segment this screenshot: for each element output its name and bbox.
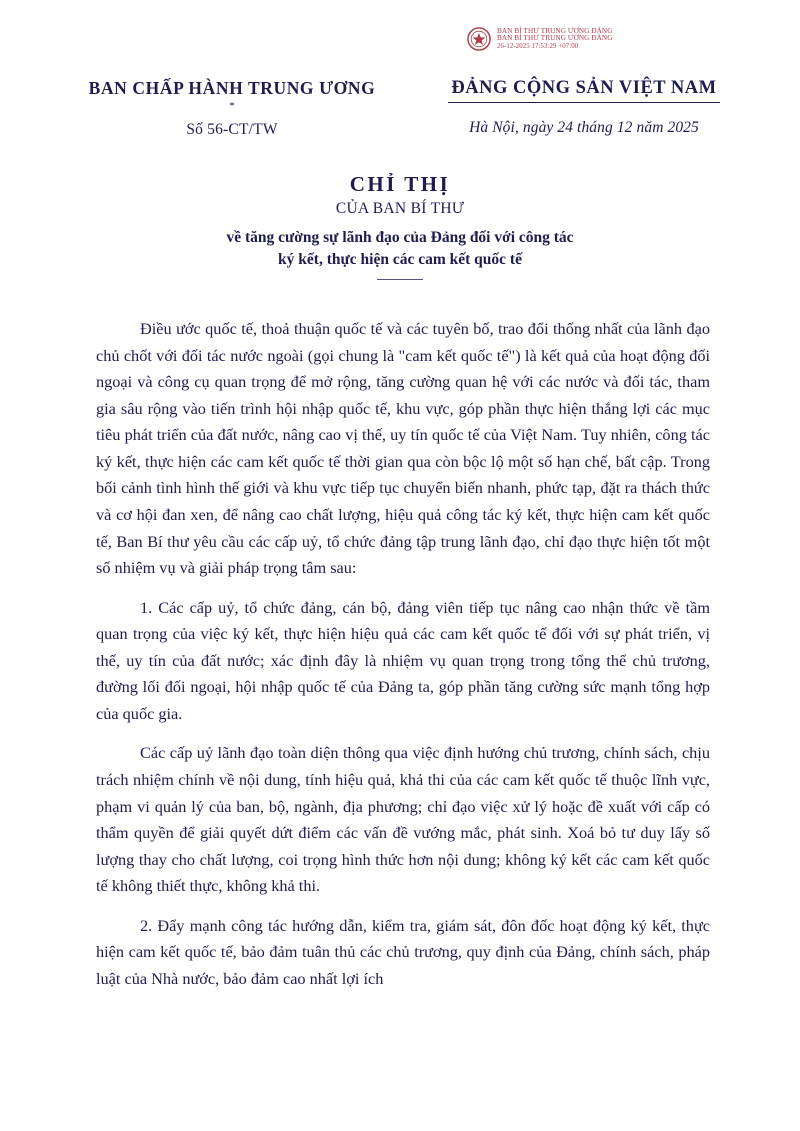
signature-line-1: BAN BÍ THƯ TRUNG ƯƠNG ĐẢNG xyxy=(497,26,613,35)
organization-name: BAN CHẤP HÀNH TRUNG ƯƠNG xyxy=(88,78,376,98)
body-paragraph: 1. Các cấp uỷ, tổ chức đảng, cán bộ, đảng viên tiếp tục nâng cao nhận thức về tầm quan trọng của việc ký kết, thực hiện hiệu quả các cam kết quốc tế đối với sự phát triển, vị thế, uy tín của đất nước; xác định đây là nhiệm vụ quan trọng trong tổng thể chủ trương, đường lối đối ngoại, hội nhập quốc tế của Đảng ta, góp phần tăng cường sức mạnh tổng hợp của quốc gia. xyxy=(96,597,710,723)
document-description-line-1: về tăng cường sự lãnh đạo của Đảng đối với công tác xyxy=(226,229,574,246)
place-and-date: Hà Nội, ngày 24 tháng 12 năm 2025 xyxy=(469,119,699,137)
document-title: CHỈ THỊ xyxy=(349,172,451,196)
digital-signature-stamp xyxy=(466,26,613,52)
party-name-underline xyxy=(448,102,720,103)
title-block xyxy=(0,172,800,280)
signature-timestamp: 26-12-2025 17:53:29 +07:00 xyxy=(497,43,579,51)
document-subtitle: CỦA BAN BÍ THƯ xyxy=(335,200,465,217)
document-body xyxy=(96,316,710,993)
body-paragraph: Các cấp uỷ lãnh đạo toàn diện thông qua việc định hướng chủ trương, chính sách, chịu trách nhiệm chính về nội dung, tính hiệu quả, khả thi của các cam kết quốc tế thuộc lĩnh vực, phạm vi quản lý của ban, bộ, ngành, địa phương; chỉ đạo việc xử lý hoặc đề xuất với cấp có thẩm quyền để giải quyết dứt điểm các vấn đề vướng mắc, phát sinh. Xoá bỏ tư duy lấy số lượng thay cho chất lượng, coi trọng hình thức hơn nội dung; không ký kết các cam kết quốc tế không thiết thực, không khả thi. xyxy=(96,743,710,896)
document-description-line-2: ký kết, thực hiện các cam kết quốc tế xyxy=(278,251,522,269)
document-header xyxy=(0,78,800,139)
body-paragraph: 2. Đẩy mạnh công tác hướng dẫn, kiểm tra, giám sát, đôn đốc hoạt động ký kết, thực hiện cam kết quốc tế, bảo đảm tuân thủ các chủ trương, quy định của Đảng, chính sách, pháp luật của Nhà nước, bảo đảm cao nhất lợi ích xyxy=(96,915,710,988)
body-paragraph: Điều ước quốc tế, thoả thuận quốc tế và các tuyên bố, trao đổi thống nhất của lãnh đạo chủ chốt với đối tác nước ngoài (gọi chung là "cam kết quốc tế") là kết quả của hoạt động đối ngoại và công cụ quan trọng để mở rộng, tăng cường quan hệ với các nước và đối tác, tham gia sâu rộng vào tiến trình hội nhập quốc tế, khu vực, góp phần thực hiện thắng lợi các mục tiêu phát triển của đất nước, nâng cao vị thế, uy tín quốc tế của Việt Nam. Tuy nhiên, công tác ký kết, thực hiện các cam kết quốc tế thời gian qua còn bộc lộ một số hạn chế, bất cập. Trong bối cảnh tình hình thế giới và khu vực tiếp tục chuyển biến nhanh, phức tạp, đặt ra thách thức và cơ hội đan xen, để nâng cao chất lượng, hiệu quả công tác ký kết, thực hiện cam kết quốc tế, Ban Bí thư yêu cầu các cấp uỷ, tổ chức đảng tập trung lãnh đạo, chỉ đạo thực hiện tốt một số nhiệm vụ và giải pháp trọng tâm sau: xyxy=(96,319,710,578)
star-separator: * xyxy=(229,100,235,112)
header-right-block xyxy=(408,78,800,139)
title-divider xyxy=(377,279,423,280)
seal-icon xyxy=(466,26,492,52)
header-left-block xyxy=(56,78,408,139)
document-description xyxy=(0,227,800,272)
document-number: Số 56-CT/TW xyxy=(186,121,278,138)
signature-line-2: BAN BÍ THƯ TRUNG ƯƠNG ĐẢNG xyxy=(497,34,613,43)
signature-text-lines xyxy=(497,28,613,51)
party-name: ĐẢNG CỘNG SẢN VIỆT NAM xyxy=(451,78,717,98)
